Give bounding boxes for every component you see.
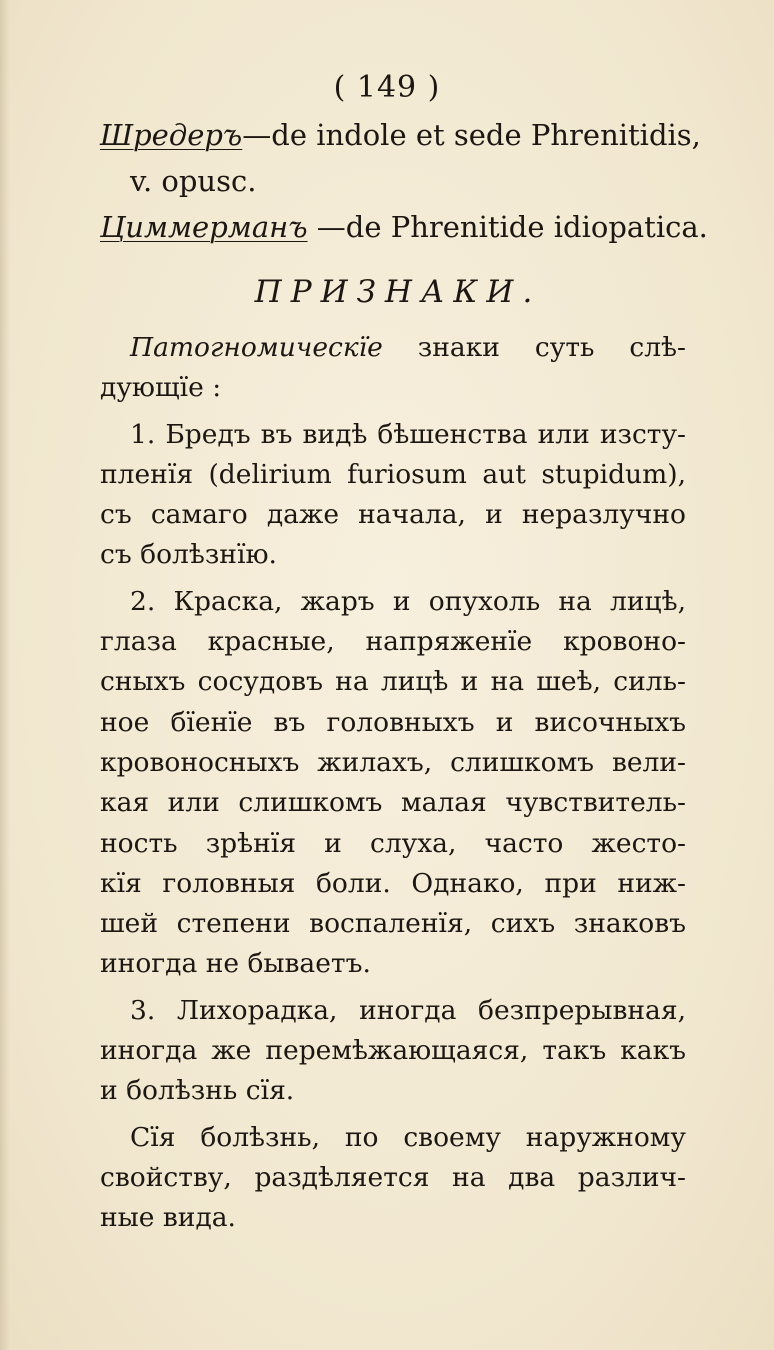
- sign-item-3: [100, 991, 686, 1112]
- text-line: кїя головныя боли. Однако, при ниж-: [100, 867, 686, 899]
- text-line: Сїя болѣзнь, по своему наружному: [130, 1121, 686, 1153]
- section-heading: ПРИЗНАКИ.: [254, 274, 542, 310]
- text-line: 1. Бредъ въ видѣ бѣшенства или изсту-: [130, 418, 686, 450]
- text-line: и болѣзнь сїя.: [100, 1075, 295, 1107]
- intro-italic-term: Патогномическїе: [130, 332, 383, 363]
- text-line: [100, 328, 686, 368]
- text-line: иногда не бываетъ.: [100, 948, 371, 980]
- intro-paragraph: [100, 328, 686, 409]
- reference-title: —de Phrenitide idiopatica.: [307, 210, 708, 244]
- page-gutter-shadow: [0, 0, 10, 1350]
- text-line: съ самаго даже начала, и неразлучно: [100, 499, 686, 531]
- text-line: глаза красные, напряженїе кровоно-: [100, 626, 686, 658]
- text-line: дующїе :: [100, 372, 222, 404]
- reference-line: [100, 112, 701, 158]
- text-line: шей степени воспаленїя, сихъ знаковъ: [100, 908, 686, 940]
- reference-author: Циммерманъ: [100, 210, 308, 244]
- text-line: пленїя (delirium furiosum aut stupidum),: [100, 458, 686, 490]
- closing-paragraph: [100, 1118, 686, 1239]
- page-number: ( 149 ): [333, 70, 441, 105]
- sign-item-1: [100, 415, 686, 576]
- text-line: ное бїенїе въ головныхъ и височныхъ: [100, 706, 686, 738]
- text-line: ность зрѣнїя и слуха, часто жесто-: [100, 827, 686, 859]
- reference-continuation: v. opusc.: [130, 164, 257, 198]
- text-line: иногда же перемѣжающаяся, такъ какъ: [100, 1035, 686, 1067]
- text-line: съ болѣзнїю.: [100, 539, 277, 571]
- text-line: свойству, раздѣляется на два различ-: [100, 1161, 686, 1193]
- text-line: кая или слишкомъ малая чувствитель-: [100, 787, 686, 819]
- text-line: кровоносныхъ жилахъ, слишкомъ вели-: [100, 746, 686, 778]
- text-line: сныхъ сосудовъ на лицѣ и на шеѣ, силь-: [100, 666, 686, 698]
- text-line: 2. Краска, жаръ и опухоль на лицѣ,: [130, 585, 686, 617]
- reference-line: [100, 204, 708, 250]
- sign-item-2: [100, 582, 686, 985]
- intro-line-rest: знаки суть слѣ-: [382, 332, 686, 363]
- text-line: ные вида.: [100, 1202, 236, 1234]
- reference-author: Шредеръ: [100, 118, 243, 152]
- reference-title: —de indole et sede Phrenitidis,: [242, 118, 701, 152]
- text-line: 3. Лихорадка, иногда безпрерывная,: [130, 994, 686, 1026]
- page-text: [100, 112, 708, 1239]
